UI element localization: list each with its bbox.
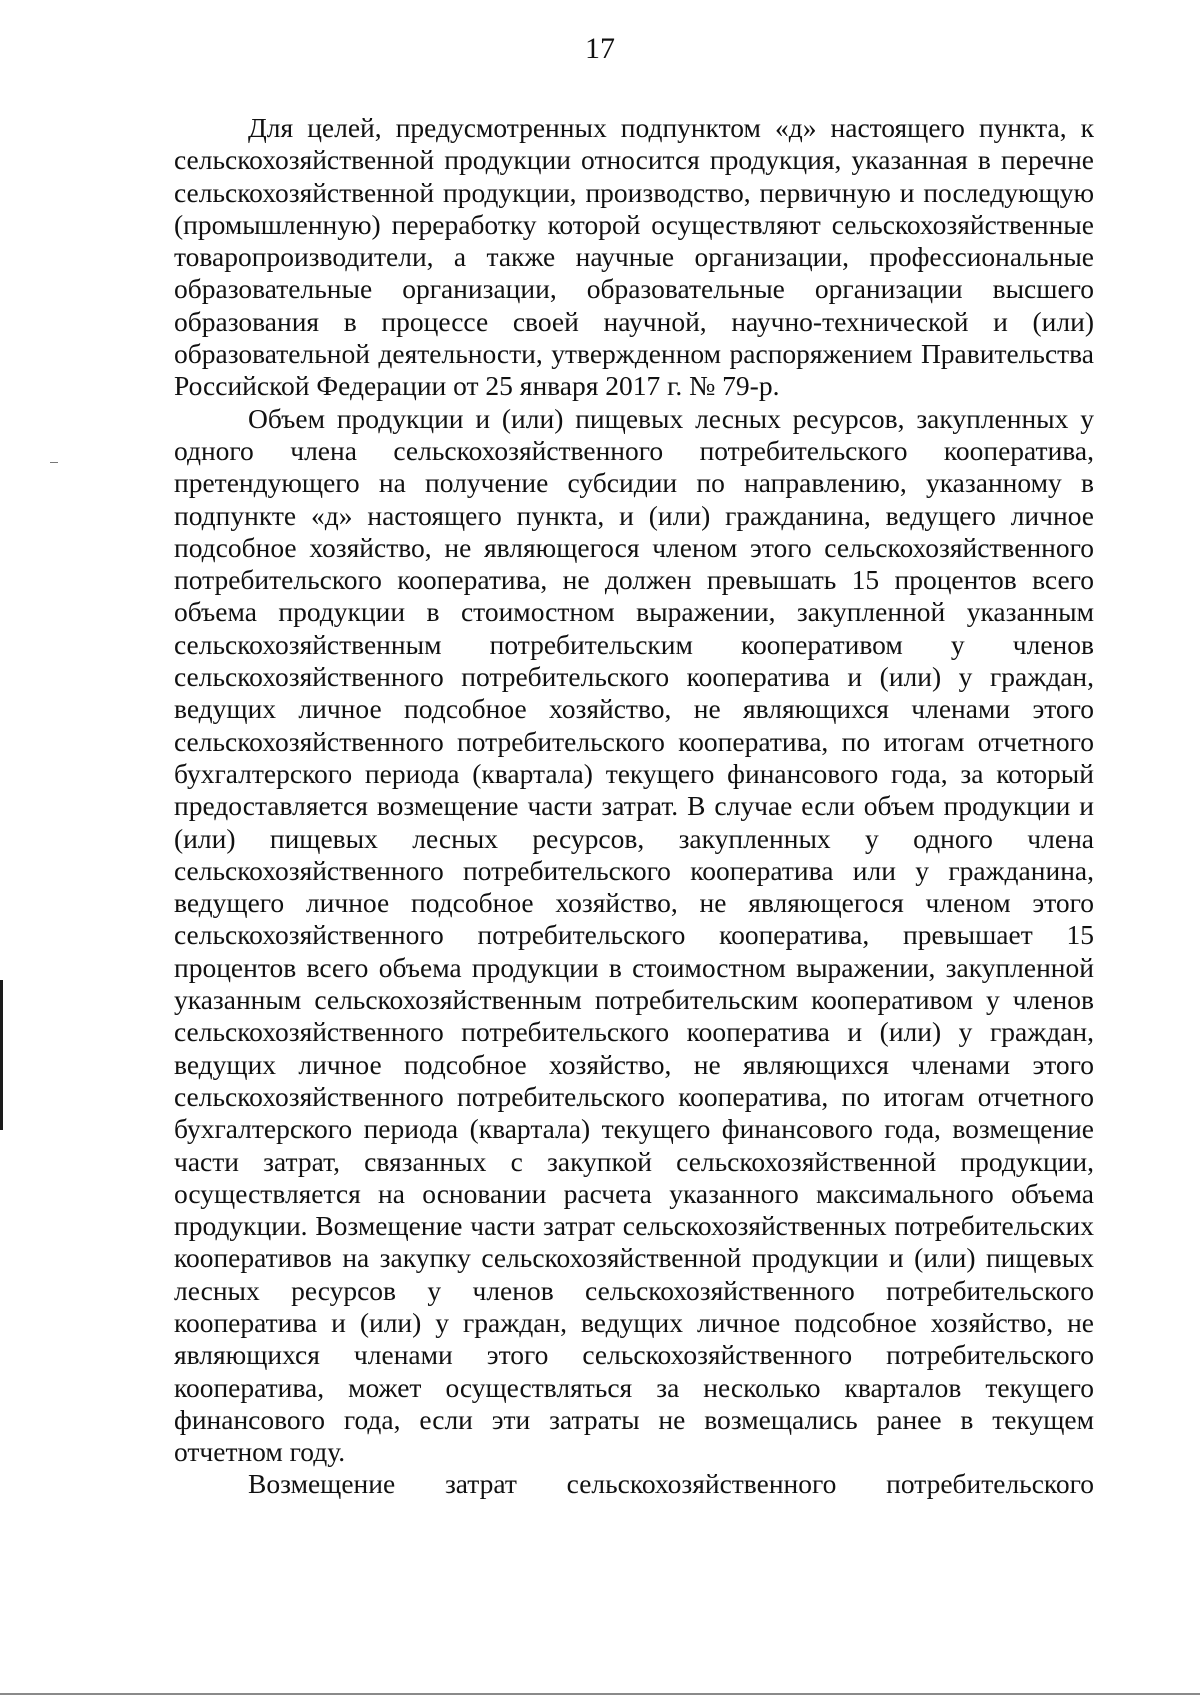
scan-edge-left: [0, 980, 3, 1130]
scan-edge-bottom: [0, 1693, 1200, 1695]
scan-artifact-mark: [50, 462, 58, 463]
paragraph-cost-reimbursement: Возмещение затрат сельскохозяйственного потребительского: [248, 1468, 1094, 1500]
paragraph-agricultural-products: Для целей, предусмотренных подпунктом «д» настоящего пункта, к сельскохозяйственной продукции относится продукция, указанная в перечне сельскохозяйственной продукции, производство, первичную и последующую (промышленную) переработку которой осуществляют сельскохозяйственные товаропроизводители, а также научные организации, профессиональные образовательные организации, образовательные организации высшего образования в процессе своей научной, научно-технической и (или) образовательной деятельности, утвержденном распоряжением Правительства Российской Федерации от 25 января 2017 г. № 79-р.: [174, 112, 1094, 402]
document-body: [174, 112, 1094, 1501]
paragraph-purchase-volume: Объем продукции и (или) пищевых лесных ресурсов, закупленных у одного члена сельскохозяйственного потребительского кооператива, претендующего на получение субсидии по направлению, указанному в подпункте «д» настоящего пункта, и (или) гражданина, ведущего личное подсобное хозяйство, не являющегося членом этого сельскохозяйственного потребительского кооператива, не должен превышать 15 процентов всего объема продукции в стоимостном выражении, закупленной указанным сельскохозяйственным потребительским кооперативом у членов сельскохозяйственного потребительского кооператива и (или) у граждан, ведущих личное подсобное хозяйство, не являющихся членами этого сельскохозяйственного потребительского кооператива, по итогам отчетного бухгалтерского периода (квартала) текущего финансового года, за который предоставляется возмещение части затрат. В случае если объем продукции и (или) пищевых лесных ресурсов, закупленных у одного члена сельскохозяйственного потребительского кооператива или у гражданина, ведущего личное подсобное хозяйство, не являющегося членом этого сельскохозяйственного потребительского кооператива, превышает 15 процентов всего объема продукции в стоимостном выражении, закупленной указанным сельскохозяйственным потребительским кооперативом у членов сельскохозяйственного потребительского кооператива и (или) у граждан, ведущих личное подсобное хозяйство, не являющихся членами этого сельскохозяйственного потребительского кооператива, по итогам отчетного бухгалтерского периода (квартала) текущего финансового года, возмещение части затрат, связанных с закупкой сельскохозяйственной продукции, осуществляется на основании расчета указанного максимального объема продукции. Возмещение части затрат сельскохозяйственных потребительских кооперативов на закупку сельскохозяйственной продукции и (или) пищевых лесных ресурсов у членов сельскохозяйственного потребительского кооператива и (или) у граждан, ведущих личное подсобное хозяйство, не являющихся членами этого сельскохозяйственного потребительского кооператива, может осуществляться за несколько кварталов текущего финансового года, если эти затраты не возмещались ранее в текущем отчетном году.: [174, 402, 1094, 1468]
page-number: 17: [585, 32, 615, 65]
